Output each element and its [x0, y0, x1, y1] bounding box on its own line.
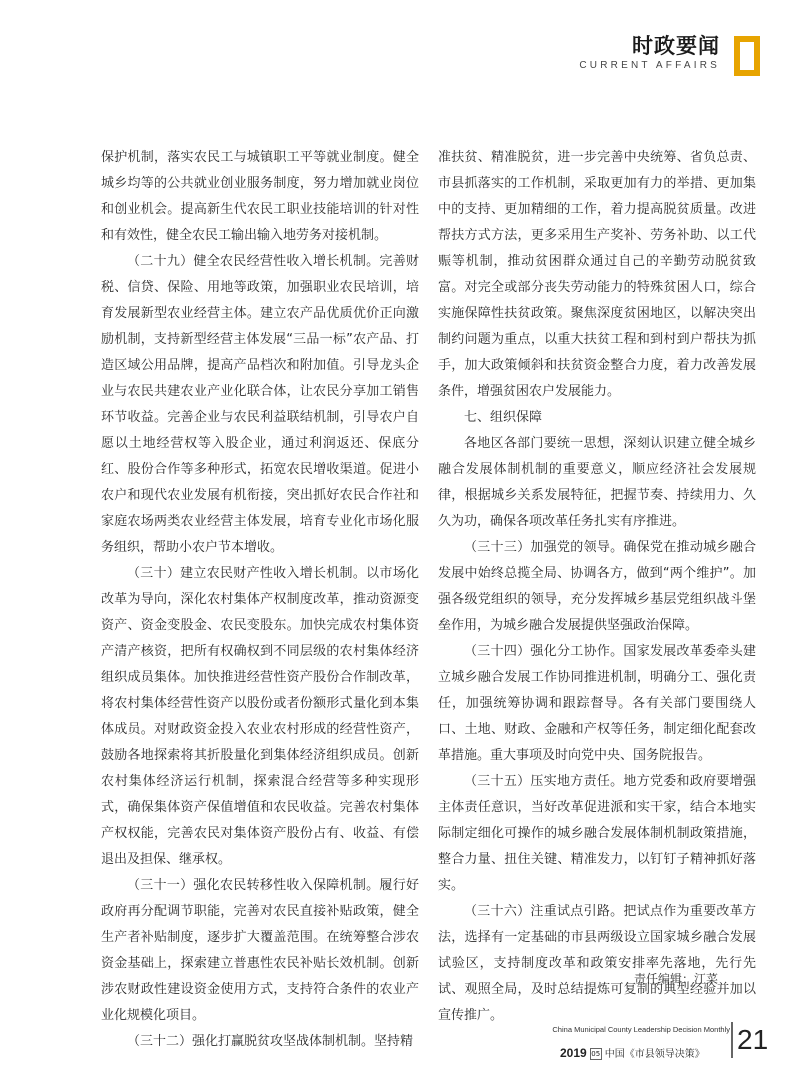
- footer-issue-line: [560, 1045, 705, 1060]
- paragraph: （三十二）强化打赢脱贫攻坚战体制机制。坚持精: [127, 1034, 414, 1049]
- paragraph: （二十九）健全农民经营性收入增长机制。完善财税、信贷、保险、用地等政策，加强职业农民培训，培育发展新型农业经营主体。建立农产品优质优价正向激励机制，支持新型经营主体发展“三品一标”农产品、打造区域公用品牌，提高产品档次和附加值。引导龙头企业与农民共建农业产业化联合体，让农民分享加工销售环节收益。完善企业与农民利益联结机制，引导农户自愿以土地经营权等入股企业，通过利润返还、保底分红、股份合作等多种形式，拓宽农民增收渠道。促进小农户和现代农业发展有机衔接，突出抓好农民合作社和家庭农场两类农业经营主体发展，培育专业化市场化服务组织，帮助小农户节本增收。: [101, 254, 419, 555]
- paragraph: （三十五）压实地方责任。地方党委和政府要增强主体责任意识，当好改革促进派和实干家，结合本地实际制定细化可操作的城乡融合发展体制机制政策措施，整合力量、扭住关键、精准发力，以钉钉子精神抓好落实。: [438, 774, 756, 893]
- right-column: [438, 145, 756, 1029]
- paragraph: （三十）建立农民财产性收入增长机制。以市场化改革为导向，深化农村集体产权制度改革，推动资源变资产、资金变股金、农民变股东。加快完成农村集体资产清产核资，把所有权确权到不同层级的农村集体经济组织成员集体。加快推进经营性资产股份合作制改革，将农村集体经营性资产以股份或者份额形式量化到本集体成员。对财政资金投入农业农村形成的经营性资产，鼓励各地探索将其折股量化到集体经济组织成员。创新农村集体经济运行机制，探索混合经营等多种实现形式，确保集体资产保值增值和农民收益。完善农村集体产权权能，完善农民对集体资产股份占有、收益、有偿退出及担保、继承权。: [101, 566, 419, 867]
- paragraph: 准扶贫、精准脱贫，进一步完善中央统筹、省负总责、市县抓落实的工作机制，采取更加有力的举措、更加集中的支持、更加精细的工作，着力提高脱贫质量。改进帮扶方式方法，更多采用生产奖补、劳务补助、以工代赈等机制，推动贫困群众通过自己的辛勤劳动脱贫致富。对完全或部分丧失劳动能力的特殊贫困人口，综合实施保障性扶贫政策。聚焦深度贫困地区，以解决突出制约问题为重点，以重大扶贫工程和到村到户帮扶为抓手，加大政策倾斜和扶贫资金整合力度，着力改善发展条件，增强贫困农户发展能力。: [438, 150, 756, 399]
- page-header: [0, 0, 800, 110]
- paragraph: （三十一）强化农民转移性收入保障机制。履行好政府再分配调节职能，完善对农民直接补贴政策，健全生产者补贴制度，逐步扩大覆盖范围。在统筹整合涉农资金基础上，探索建立普惠性农民补贴长效机制。创新涉农财政性建设资金使用方式，支持符合条件的农业产业化规模化项目。: [101, 878, 419, 1023]
- section-title-english: CURRENT AFFAIRS: [579, 60, 720, 71]
- paragraph: 各地区各部门要统一思想，深刻认识建立健全城乡融合发展体制机制的重要意义，顺应经济社会发展规律，根据城乡关系发展特征，把握节奏、持续用力、久久为功，确保各项改革任务扎实有序推进。: [438, 436, 756, 529]
- footer-issue: 05: [591, 1050, 601, 1058]
- section-marker-icon: [734, 36, 760, 76]
- page-number: 21: [731, 1022, 773, 1058]
- footer-year: 2019: [560, 1046, 587, 1060]
- paragraph: （三十四）强化分工协作。国家发展改革委牵头建立城乡融合发展工作协同推进机制，明确分工、强化责任，加强统筹协调和跟踪督导。各有关部门要围绕人口、土地、财政、金融和产权等任务，制定细化配套改革措施。重大事项及时向党中央、国务院报告。: [438, 644, 756, 763]
- journal-name-english: China Municipal County Leadership Decision Monthly: [552, 1025, 730, 1034]
- section-heading: 七、组织保障: [464, 410, 543, 425]
- journal-name-chinese: 中国《市县领导决策》: [604, 1049, 705, 1060]
- editor-credit: 责任编辑：江菜: [634, 972, 719, 986]
- left-column: [101, 145, 419, 1055]
- paragraph: 保护机制，落实农民工与城镇职工平等就业制度。健全城乡均等的公共就业创业服务制度，努力增加就业岗位和创业机会。提高新生代农民工职业技能培训的针对性和有效性，健全农民工输出输入地劳务对接机制。: [101, 150, 419, 243]
- section-title: 时政要闻: [632, 33, 720, 58]
- paragraph: （三十六）注重试点引路。把试点作为重要改革方法，选择有一定基础的市县两级设立国家城乡融合发展试验区，支持制度改革和政策安排率先落地，先行先试、观照全局，及时总结提炼可复制的典型经验并加以宣传推广。: [438, 904, 756, 1023]
- paragraph: （三十三）加强党的领导。确保党在推动城乡融合发展中始终总揽全局、协调各方，做到“两个维护”。加强各级党组织的领导，充分发挥城乡基层党组织战斗堡垒作用，为城乡融合发展提供坚强政治保障。: [438, 540, 756, 633]
